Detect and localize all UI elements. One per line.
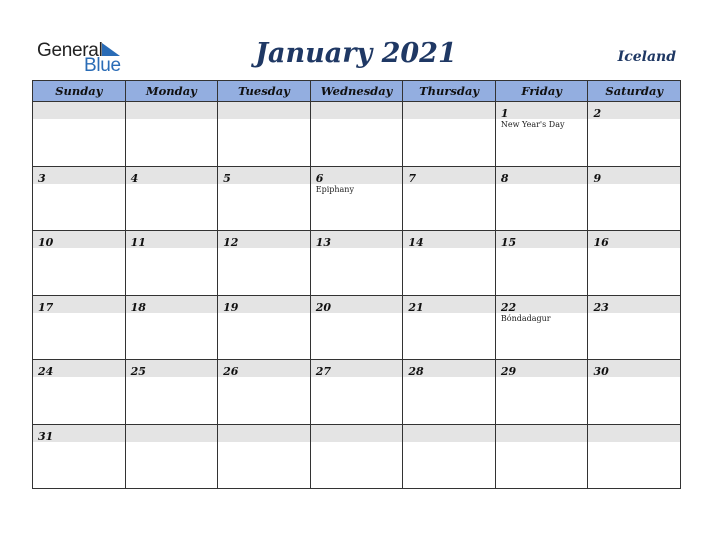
day-cell [126,360,219,424]
day-cell [588,231,680,295]
generalblue-logo [37,40,137,76]
logo-blue-text: Blue [84,55,121,76]
day-number: 22 [500,300,517,314]
day-cell [588,296,680,360]
day-number: 10 [38,236,54,249]
day-number: 8 [500,171,509,185]
day-number: 28 [408,365,424,378]
day-cell [403,231,496,295]
day-cell [403,296,496,360]
day-cell [311,231,404,295]
day-cell [33,425,126,490]
day-cell [403,167,496,231]
day-cell [311,102,404,166]
day-cell [126,425,219,490]
day-cell [126,102,219,166]
day-cell [218,425,311,490]
day-number: 21 [408,300,424,314]
weekday-header-tuesday: Tuesday [218,81,311,101]
week-row-2 [33,167,680,232]
day-cell [218,231,311,295]
day-cell [33,360,126,424]
day-cell [496,296,589,360]
day-cell [126,231,219,295]
calendar-title: January 2021 [255,38,457,69]
day-cell [311,360,404,424]
holiday-label: Epiphany [315,184,354,194]
weekday-header-sunday: Sunday [33,81,126,101]
day-number: 19 [223,300,239,314]
weekday-header-thursday: Thursday [403,81,496,101]
day-cell [496,360,589,424]
day-number: 12 [223,236,239,249]
weekday-header-saturday: Saturday [605,84,664,98]
day-number: 3 [38,171,46,185]
day-number: 14 [408,236,424,249]
day-number: 16 [593,236,609,249]
day-number: 2 [593,107,602,120]
day-cell [33,167,126,231]
day-number: 9 [593,171,602,185]
day-number: 1 [500,107,509,120]
week-row-4 [33,296,680,361]
day-number: 4 [130,171,139,185]
day-cell [126,167,219,231]
weekday-header-monday: Monday [126,81,219,101]
day-cell [403,425,496,490]
day-number: 18 [130,300,146,314]
day-number: 25 [130,365,146,378]
day-cell [126,296,219,360]
country-label: Iceland [617,49,676,65]
day-cell [496,231,589,295]
day-cell [218,167,311,231]
day-cell [33,296,126,360]
day-cell [496,425,589,490]
day-cell [496,102,589,166]
week-row-1 [33,102,680,167]
day-number: 13 [315,236,332,249]
day-number: 29 [500,365,517,378]
day-cell [588,360,680,424]
day-cell [33,102,126,166]
day-cell [311,167,404,231]
day-number: 5 [223,171,231,185]
weekday-header-friday: Friday [496,81,589,101]
week-row-5 [33,360,680,425]
day-cell [588,425,680,490]
day-cell [588,102,680,166]
week-row-3 [33,231,680,296]
day-cell [403,360,496,424]
day-cell [33,231,126,295]
holiday-label: New Year's Day [500,120,565,129]
day-cell [218,102,311,166]
weekday-header-wednesday: Wednesday [311,81,404,101]
week-row-6 [33,425,680,490]
day-number: 20 [315,300,332,314]
day-number: 15 [500,236,517,249]
holiday-label: Bóndadagur [500,313,551,323]
day-number: 7 [408,171,416,185]
day-number: 30 [593,365,609,378]
day-cell [588,167,680,231]
day-number: 17 [38,300,54,314]
day-number: 27 [315,365,332,378]
day-number: 6 [315,171,324,185]
day-cell [496,167,589,231]
day-cell [218,360,311,424]
day-number: 24 [38,365,54,378]
calendar-grid [32,80,681,489]
day-number: 26 [223,365,239,378]
logo-general-text: General [37,40,103,61]
day-number: 31 [38,429,54,443]
day-cell [218,296,311,360]
day-cell [311,425,404,490]
day-number: 11 [130,236,146,249]
day-cell [311,296,404,360]
day-number: 23 [593,300,609,314]
day-cell [403,102,496,166]
weekday-header-row [33,81,680,102]
